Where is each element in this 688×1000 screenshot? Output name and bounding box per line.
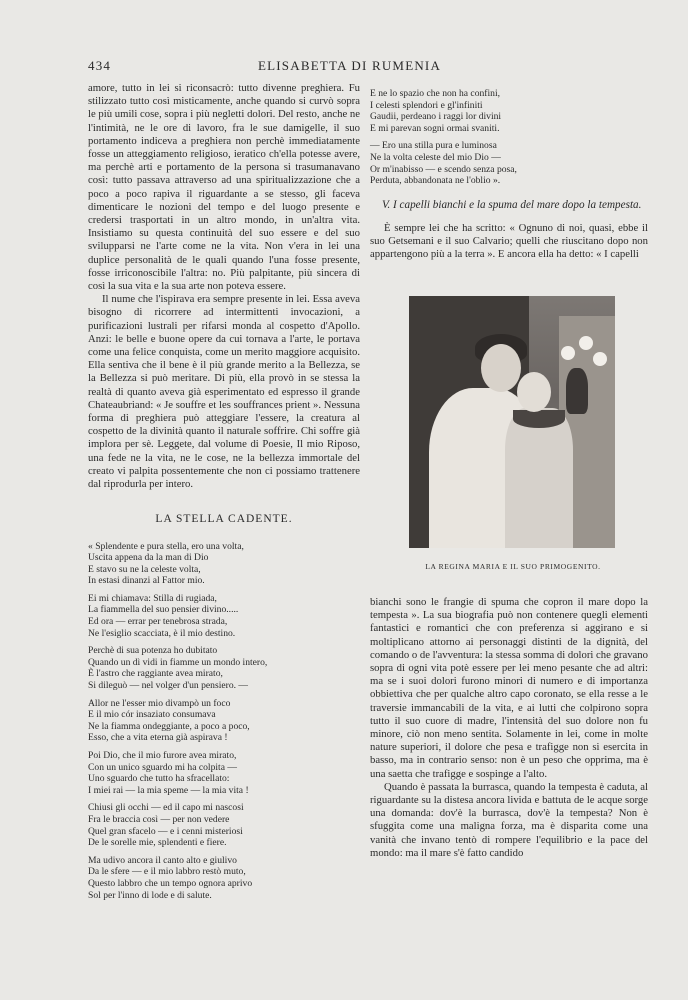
poem-line: Con un unico sguardo mi ha colpita — — [88, 761, 237, 773]
poem-stanza — [88, 750, 360, 796]
poem-line: E ne lo spazio che non ha confini, — [370, 88, 501, 99]
poem-stanza — [370, 140, 648, 186]
running-head: ELISABETTA DI RUMENIA — [258, 58, 442, 73]
poem-stanza — [88, 593, 360, 639]
poem-line: Ma udivo ancora il canto alto e giulivo — [88, 854, 237, 866]
poem-line: I miei rai — la mia speme — la mia vita ! — [88, 784, 249, 796]
poem-line: Gaudii, perdeano i raggi lor divini — [370, 111, 502, 123]
poem-line: Or m'inabisso — e scendo senza posa, — [370, 163, 517, 175]
poem — [88, 541, 360, 902]
poem-continuation — [370, 88, 648, 187]
poem-line: La fiammella del suo pensier divino..... — [88, 604, 239, 616]
poem-line: De le sorelle mie, splendenti e fiere. — [88, 837, 227, 849]
poem-stanza — [88, 802, 360, 848]
right-column-top — [370, 88, 648, 261]
poem-stanza — [88, 541, 360, 587]
poem-line: Ei mi chiamava: Stilla di rugiada, — [88, 592, 217, 604]
poem-line: Quel gran sfacelo — e i cenni misteriosi — [88, 825, 243, 837]
poem-line: Ne la fiamma ondeggiante, a poco a poco, — [88, 720, 250, 732]
poem-line: E mi parevan sogni ormai svaniti. — [370, 122, 500, 134]
flower-shape — [579, 336, 593, 350]
boy-figure — [505, 408, 573, 548]
poem-line: Quando un dì vidi in fiamme un mondo intero, — [88, 656, 268, 668]
mother-face — [481, 344, 521, 392]
poem-line: Esso, che a vita eterna già aspirava ! — [88, 732, 228, 744]
poem-line: Chiusi gli occhi — ed il capo mi nascosi — [88, 802, 244, 814]
portrait-photo — [409, 296, 615, 548]
poem-line: E il mio cór insaziato consumava — [88, 709, 216, 721]
poem-stanza — [370, 88, 648, 134]
paragraph: amore, tutto in lei si riconsacrò: tutto divenne preghiera. Fu stilizzato tutto così misticamente, anche quando si curvò sopra le più umili cose, sopra i più negletti dolori. Del resto, anche ne l'intimità, ne le ore di lavoro, fra le sue damigelle, il suo portamento indiceva a preghiera non perchè immediatamente fosse un atteggiamento religioso, ieratico ch'ella potesse avere, ma perchè arti e portamento de la persona si trasumanavano così: tutto passava attraverso ad una spiritualizzazione che a poco a poco rapiva il riguardante a se stesso, gli faceva dimenticare le nozioni del tempo e del luogo presente e credersi trasportati in un altro mondo, in un'altra vita. Insistiamo su questa continuità del suo essere e del suo svilupparsi ne l'arte come ne la vita. Non v'era in lei una duplice personalità de le quali quando l'una fosse presente, fosse irriconoscibile l'altra: no. Più palpitante, più sincera di così la sua vita e la sua arte non poteva essere. — [88, 82, 360, 293]
poem-line: Sol per l'inno di lode e di salute. — [88, 889, 212, 901]
poem-line: Uscita appena da la man di Dio — [88, 552, 209, 564]
figure-caption: LA REGINA MARIA E IL SUO PRIMOGENITO. — [425, 562, 601, 571]
poem-line: È l'astro che raggiante avea mirato, — [88, 668, 223, 680]
poem-line: In estasi dinanzi al Fattor mio. — [88, 575, 205, 587]
right-column-bottom — [370, 596, 648, 860]
boy-face — [517, 372, 551, 412]
poem-line: Da le sfere — e il mio labbro restò muto, — [88, 866, 246, 878]
poem-line: Ne la volta celeste del mio Dio — — [370, 151, 501, 163]
poem-stanza — [88, 855, 360, 901]
paragraph: È sempre lei che ha scritto: « Ognuno di noi, quasi, ebbe il suo Getsemani e il suo Calvario; quelli che riuscitano dopo non appartengono più a la terra ». E ancora ella ha detto: « I capelli — [370, 221, 648, 261]
poem-line: Si dileguò — nel volger d'un pensiero. — — [88, 680, 249, 692]
poem-title: LA STELLA CADENTE. — [155, 513, 293, 526]
chapter-title: V. I capelli bianchi e la spuma del mare dopo la tempesta. — [382, 198, 642, 211]
poem-line: Perchè di sua potenza ho dubitato — [88, 645, 218, 657]
poem-line: Questo labbro che un tempo ognora aprivo — [88, 877, 253, 889]
poem-line: Perduta, abbandonata ne l'oblio ». — [370, 175, 501, 187]
paragraph: bianchi sono le frangie di spuma che copron il mare dopo la tempesta ». La sua biografia può non contenere quegli elementi fantastici e romantici che con preferenza si aggirano e si moltiplicano attorno ai personaggi distinti de la dignità, del comando o de l'avventura: la stessa somma di dolori che gravano sopra di ogni vita potè essere per lei meno pesante che ad altri: ma se i suoi dolori furono minori di numero e di importanza obbiettiva che per qualche altro capo coronato, se ella resse a le traversie immancabili de la vita, e ai lutti che colpirono sopra tutto il suo cuore di madre, l'intensità del suo dolore non fu minore, ciò non meno sentita. Solamente in lei, come in molte nature superiori, il dolore che pesa e trafigge non si esercita in basso, ma in contrario senso: non è un peso che opprima, ma è una saetta che trafigge e sospinge a l'alto. — [370, 596, 648, 780]
sailor-collar — [513, 410, 565, 428]
paragraph: Il nume che l'ispirava era sempre presente in lei. Essa aveva bisogno di ricorrere ad intermittenti invocazioni, a purificazioni lustrali per rifarsi monda al cospetto d'Apollo. Anzi: le belle e buone opere da cui tornava a l'arte, le portava come una felice conquista, come un merito maggiore acquisito. Ella sentiva che il bene è il più grande merito a la Bellezza, se la Bellezza si può meritare. Di più, ella provò in se stessa la realtà di quanto aveva già esperimentato ed espresso il grande Chateaubriand: « Je souffre et les souffrances prient ». Nessuna forma di preghiera può atteggiare l'essere, la creatura al cospetto de la divinità quanto il naturale soffrire. Chi soffre già implora per sè. Leggete, dal volume di Poesie, Il mio Riposo, una fede ne la vita, ne le cose, ne la bellezza immortale del creato vi palpita possentemente che non ci possiamo trattenere dal riprodurla per intero. — [88, 293, 360, 491]
flower-shape — [561, 346, 575, 360]
poem-line: Fra le braccia così — per non vedere — [88, 813, 230, 825]
poem-line: — Ero una stilla pura e luminosa — [370, 140, 497, 152]
page-number: 434 — [88, 58, 112, 73]
poem-line: Poi Dio, che il mio furore avea mirato, — [88, 750, 237, 761]
poem-line: Allor ne l'esser mio divampò un foco — [88, 697, 231, 709]
paragraph: Quando è passata la burrasca, quando la tempesta è caduta, al riguardante su la distesa ancora livida e battuta de le acque sorge una domanda: dov'è la burrasca, dov'è la tempesta? Non è sfuggita come una maligna forza, ma è disparita come una vanità che invano tentò di rompere l'equilibrio e la pace del mondo: ma il mare s'è fatto candido — [370, 780, 648, 859]
poem-line: Ne l'esiglio scacciata, è il mio destino. — [88, 627, 236, 639]
poem-stanza — [88, 645, 360, 691]
flower-shape — [593, 352, 607, 366]
poem-stanza — [88, 698, 360, 744]
poem-line: Uno sguardo che tutto ha sfracellato: — [88, 773, 230, 785]
poem-line: I celesti splendori e gl'infiniti — [370, 99, 483, 111]
poem-line: « Splendente e pura stella, ero una volta, — [88, 540, 244, 552]
left-column — [88, 82, 360, 907]
poem-line: E stavo su ne la celeste volta, — [88, 563, 201, 575]
poem-line: Ed ora — errar per tenebrosa strada, — [88, 616, 228, 628]
vase-shape — [566, 368, 588, 414]
